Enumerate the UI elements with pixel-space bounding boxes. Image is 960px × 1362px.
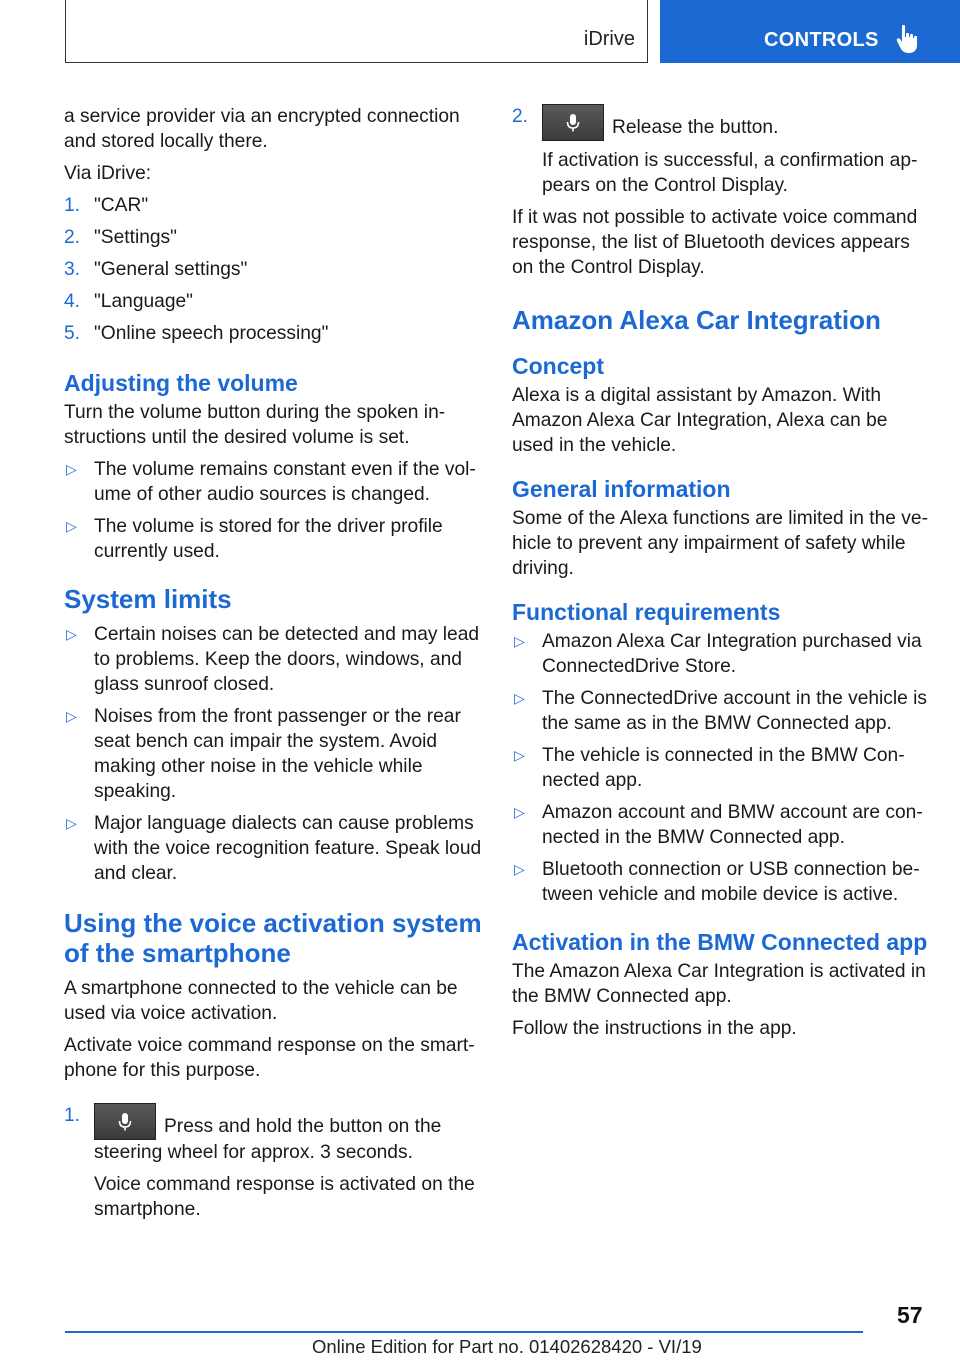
bullet-triangle-icon: ▷ (514, 861, 525, 877)
activation-failed-paragraph: If it was not possible to activate voice command response, the list of Bluetooth devices appears on the Control Display. (512, 207, 918, 278)
list-item: 2. Release the button. If activation is successful, a confirmation appears on the Control Display. (512, 104, 930, 198)
header-section-box (65, 0, 648, 63)
bullet-triangle-icon: ▷ (66, 518, 77, 534)
list-item: 4. "Language" (64, 291, 193, 312)
smartphone-voice-heading: Using the voice activation system of the smartphone (64, 908, 482, 968)
voice-button-image (542, 104, 604, 141)
list-item: ▷ Certain noises can be detected and may lead to problems. Keep the doors, windows, and glass sunroof closed. (66, 624, 480, 695)
list-item: 5. "Online speech processing" (64, 323, 329, 344)
bullet-triangle-icon: ▷ (66, 815, 77, 831)
intro-paragraph: a service provider via an encrypted connection and stored locally there. (64, 106, 460, 152)
list-item: ▷ The vehicle is connected in the BMW Connected app. (514, 745, 905, 791)
activation-paragraph-2: Follow the instructions in the app. (512, 1018, 797, 1039)
concept-paragraph: Alexa is a digital assistant by Amazon. With Amazon Alexa Car Integration, Alexa can be used in the vehicle. (512, 385, 888, 456)
header-chapter-title: CONTROLS (764, 29, 879, 51)
header-chapter-box (660, 0, 960, 63)
smartphone-paragraph-2: Activate voice command response on the smartphone for this purpose. (64, 1035, 475, 1081)
list-item: 1. Press and hold the button on the steering wheel for approx. 3 seconds. Voice command response is activated on the smartphone. (64, 1103, 482, 1222)
list-item: ▷ Noises from the front passenger or the rear seat bench can impair the system. Avoid making other noise in the vehicle while speaking. (66, 706, 461, 802)
list-item: ▷ The volume remains constant even if the volume of other audio sources is changed. (66, 459, 476, 505)
smartphone-steps-list (64, 1103, 482, 1222)
footer-edition: Online Edition for Part no. 01402628420 - VI/19 (312, 1336, 702, 1357)
footer-divider (65, 1331, 863, 1333)
general-info-heading: General information (512, 476, 731, 502)
general-info-paragraph: Some of the Alexa functions are limited in the vehicle to prevent any impairment of safety while driving. (512, 508, 928, 579)
activation-paragraph-1: The Amazon Alexa Car Integration is activated in the BMW Connected app. (512, 961, 926, 1007)
bullet-triangle-icon: ▷ (66, 708, 77, 724)
bullet-triangle-icon: ▷ (66, 626, 77, 642)
list-item: ▷ The ConnectedDrive account in the vehicle is the same as in the BMW Connected app. (514, 688, 928, 734)
bullet-triangle-icon: ▷ (514, 804, 525, 820)
alexa-heading: Amazon Alexa Car Integration (512, 305, 881, 335)
activation-heading: Activation in the BMW Connected app (512, 929, 928, 955)
concept-heading: Concept (512, 353, 604, 379)
header-section-title: iDrive (583, 28, 635, 50)
left-column (64, 104, 482, 1229)
voice-button-image (94, 1103, 156, 1140)
list-item: 2. "Settings" (64, 227, 177, 248)
bullet-triangle-icon: ▷ (514, 690, 525, 706)
list-item: 1. "CAR" (64, 195, 149, 216)
limits-bullets (64, 622, 482, 886)
requirements-bullets (512, 629, 930, 907)
volume-bullets (64, 457, 482, 564)
pointing-hand-icon (896, 24, 922, 54)
system-limits-heading: System limits (64, 584, 232, 614)
via-idrive-label: Via iDrive: (64, 163, 152, 184)
right-column (512, 104, 930, 1048)
step-note: Voice command response is activated on the smartphone. (94, 1174, 475, 1220)
smartphone-paragraph-1: A smartphone connected to the vehicle can be used via voice activation. (64, 978, 458, 1024)
list-item: ▷ Bluetooth connection or USB connection between vehicle and mobile device is active. (514, 859, 920, 905)
microphone-icon (565, 113, 581, 133)
page-number: 57 (897, 1302, 923, 1328)
step-note: If activation is successful, a confirmation appears on the Control Display. (542, 150, 918, 196)
bullet-triangle-icon: ▷ (514, 747, 525, 763)
bullet-triangle-icon: ▷ (66, 461, 77, 477)
bullet-triangle-icon: ▷ (514, 633, 525, 649)
release-step-list (512, 104, 930, 198)
list-item: ▷ The volume is stored for the driver profile currently used. (66, 516, 443, 562)
list-item: ▷ Amazon account and BMW account are connected in the BMW Connected app. (514, 802, 923, 848)
idrive-steps-list (64, 193, 482, 346)
volume-paragraph: Turn the volume button during the spoken instructions until the desired volume is set. (64, 402, 446, 448)
requirements-heading: Functional requirements (512, 599, 781, 625)
list-item: 3. "General settings" (64, 259, 248, 280)
list-item: ▷ Major language dialects can cause problems with the voice recognition feature. Speak loud and clear. (66, 813, 482, 884)
volume-heading: Adjusting the volume (64, 370, 298, 396)
microphone-icon (117, 1112, 133, 1132)
list-item: ▷ Amazon Alexa Car Integration purchased via ConnectedDrive Store. (514, 631, 922, 677)
